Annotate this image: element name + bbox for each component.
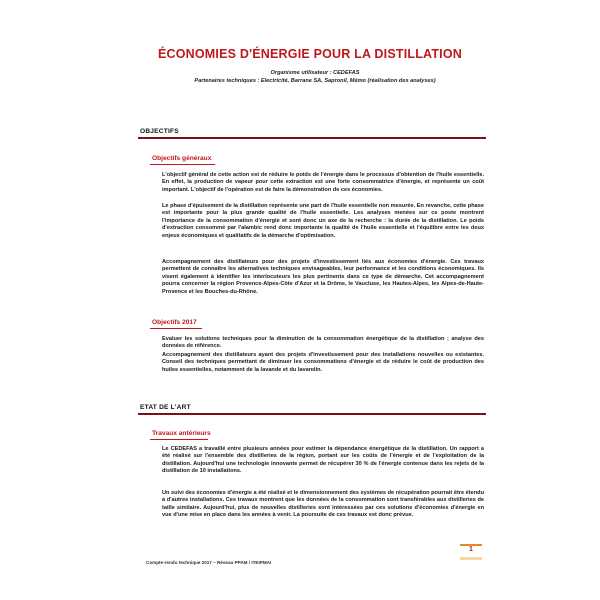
page-number: 1 [460, 544, 482, 558]
partners-line: Partenaires techniques : Electricité, Barrane SA, Sapronil, Mémo (réalisation des analyses) [194, 78, 436, 84]
paragraph-previous-work-2: Un suivi des économies d'énergie a été réalisé et le dimensionnement des systèmes de récupération pourrait être étendu à d'autres installations. Ces travaux montrent que les données de la consommation sont transférables aux distilleries de taille similaire. Aujourd'hui, plus de nouvelles distilleries sont intéressées par ces solutions d'économies d'énergie en vue d'une mise en place dans les années à venir. La poursuite de ces travaux est donc prévue. [162, 490, 484, 519]
subheading-rule-general [150, 164, 215, 165]
subheading-year-objectives: Objectifs 2017 [152, 319, 197, 326]
paragraph-general-1: L'objectif général de cette action est de réduire le poids de l'énergie dans le processus d'obtention de l'huile essentielle. En effet, la production de vapeur pour cette extraction est une forte consommatrice d'énergie, et représente un coût important. L'objectif de l'opération est de faire la démonstration de ces économies. [162, 172, 484, 193]
document-title: ÉCONOMIES D'ÉNERGIE POUR LA DISTILLATION [157, 47, 463, 61]
paragraph-year-1: Evaluer les solutions techniques pour la diminution de la consommation énergétique de la distillation ; analyse des données de référence. [162, 336, 484, 350]
paragraph-previous-work-1: Le CEDEFAS a travaillé entre plusieurs années pour estimer la dépendance énergétique de la distillation. Un rapport a été réalisé sur l'ensemble des distilleries de la région, portant sur les coûts de l'énergie et de l'exploitation de la distillation. Aujourd'hui une technologie innovante permet de récupérer 30 % de l'énergie contenue dans les rejets de la distillation de 10 installations. [162, 446, 484, 475]
section-rule-objectifs [138, 137, 486, 139]
paragraph-general-2: Le phase d'épuisement de la distillation représente une part de l'huile essentielle non mesurée. En revanche, cette phase est importante pour la plus grande qualité de l'huile essentielle. Les analyses menées sur ce poste montrent l'importance de la consommation d'énergie et sont donc un axe de la recherche : la durée de la distillation. Le poids d'extraction consommé par l'alambic rend donc importante la qualité de l'huile essentielle et l'équilibre entre les deux enjeux économiques et qualitatifs de la démarche d'optimisation. [162, 203, 484, 239]
subheading-rule-previous-work [150, 439, 208, 440]
organizer-line: Organisme utilisateur : CEDEFAS [270, 70, 360, 76]
section-heading-objectifs: OBJECTIFS [140, 128, 179, 135]
paragraph-year-2: Accompagnement des distillateurs ayant des projets d'investissement pour des installations nouvelles ou existantes. Conseil des techniques permettant de diminuer les consommations d'énergie et de réduire le coût de production des huiles essentielles, notamment de la lavande et du lavandin. [162, 352, 484, 373]
section-heading-etat-art: ETAT DE L'ART [140, 404, 191, 411]
section-rule-etat-art [138, 413, 486, 415]
subheading-rule-year [150, 328, 202, 329]
footer-text: Compte-rendu technique 2017 – Réseau PPAM / ITEIPMAI [146, 560, 272, 565]
subheading-previous-work: Travaux antérieurs [152, 430, 211, 437]
paragraph-general-3: Accompagnement des distillateurs pour des projets d'investissement liés aux économies d'énergie. Ces travaux permettent de connaître les alternatives techniques envisageables, leur performance et les conditions économiques. Ils visent également à identifier les interlocuteurs les plus pertinents dans ce type de démarche. Cet accompagnement pourra concerner la région Provence-Alpes-Côte d'Azur et la Drôme, le Vaucluse, les Hautes-Alpes, les Alpes-de-Haute-Provence et les Bouches-du-Rhône. [162, 259, 484, 295]
subheading-general-objectives: Objectifs généraux [152, 155, 212, 162]
